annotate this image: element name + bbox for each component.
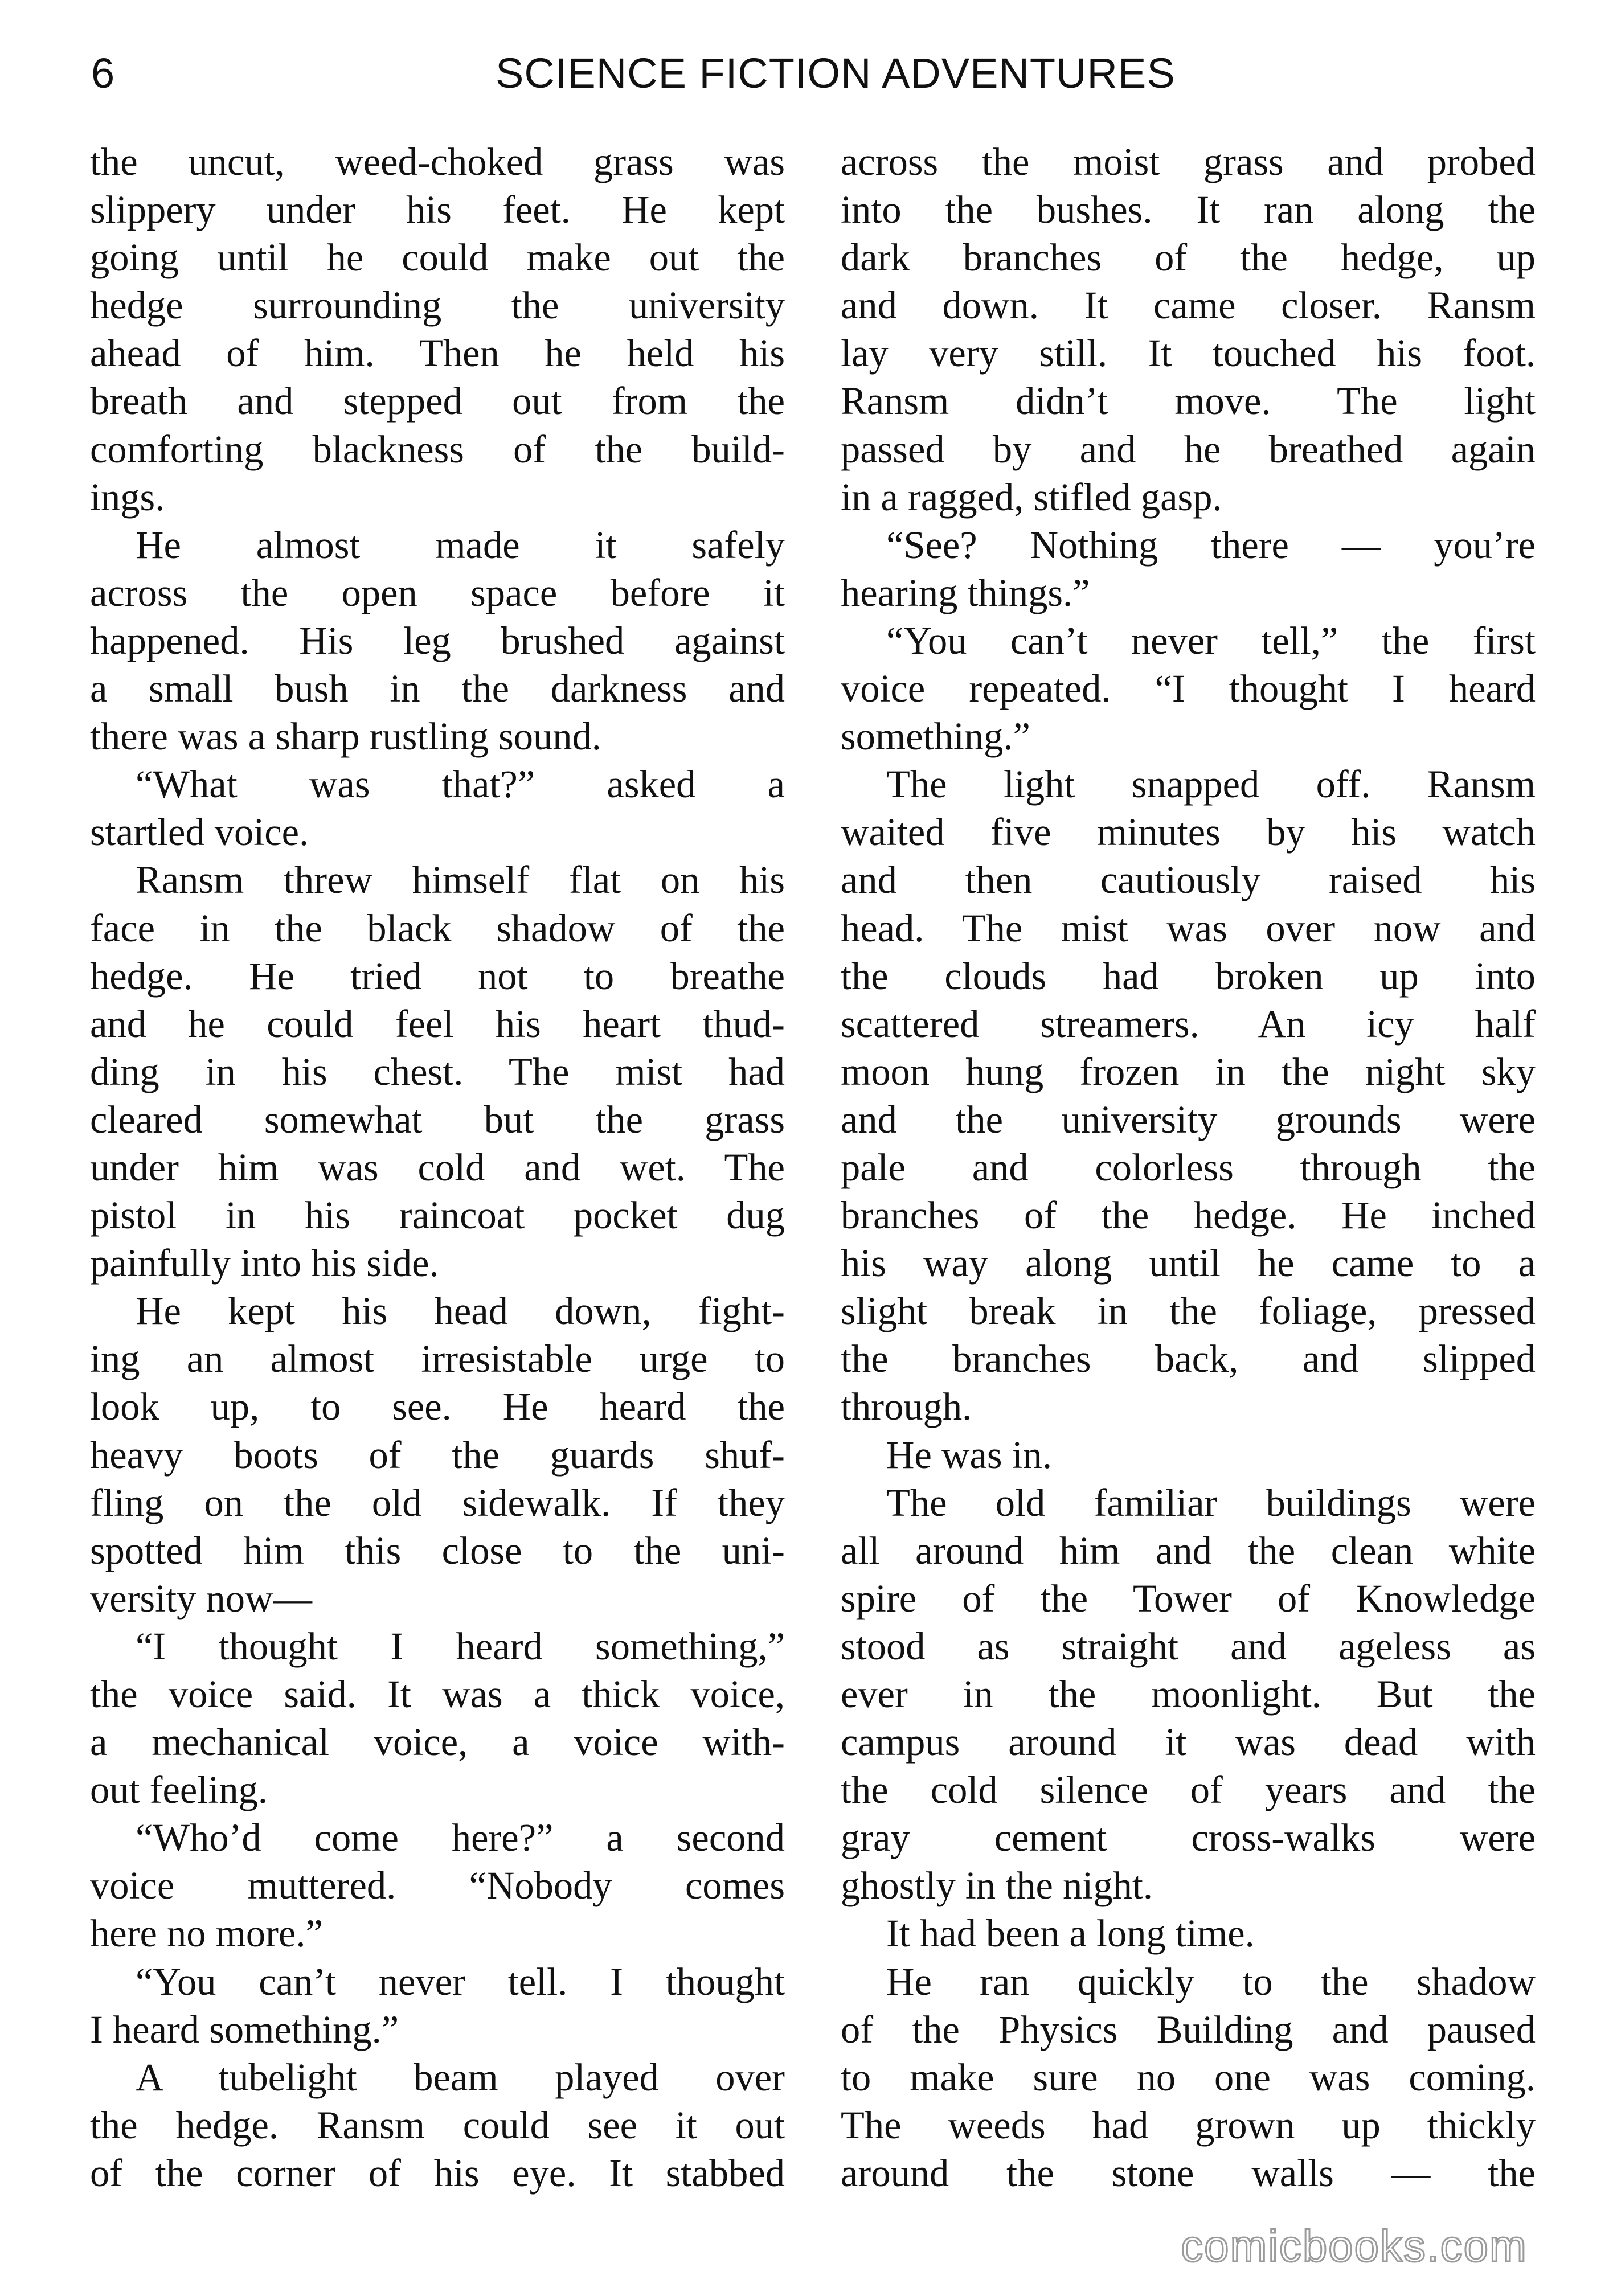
text-line: of the corner of his eye. It stabbed bbox=[90, 2151, 785, 2195]
text-line: the branches back, and slipped bbox=[841, 1337, 1536, 1381]
text-line: moon hung frozen in the night sky bbox=[841, 1049, 1536, 1093]
text-line: hearing things.” bbox=[841, 571, 1090, 614]
text-line: waited five minutes by his watch bbox=[841, 810, 1536, 854]
text-line: fling on the old sidewalk. If they bbox=[90, 1481, 785, 1524]
text-line: dark branches of the hedge, up bbox=[841, 236, 1536, 280]
text-line: the cold silence of years and the bbox=[841, 1768, 1536, 1812]
text-line: A tubelight beam played over bbox=[136, 2055, 785, 2099]
text-line: into the bushes. It ran along the bbox=[841, 188, 1536, 232]
text-line: the uncut, weed-choked grass was bbox=[90, 140, 785, 183]
text-line: passed by and he breathed again bbox=[841, 427, 1536, 471]
text-line: head. The mist was over now and bbox=[841, 906, 1536, 950]
text-line: a small bush in the darkness and bbox=[90, 667, 785, 711]
text-line: of the Physics Building and paused bbox=[841, 2007, 1536, 2051]
text-line: He almost made it safely bbox=[136, 523, 785, 567]
text-line: “Who’d come here?” a second bbox=[136, 1816, 785, 1860]
text-line: ding in his chest. The mist had bbox=[90, 1049, 785, 1093]
text-line: there was a sharp rustling sound. bbox=[90, 715, 601, 758]
running-title: SCIENCE FICTION ADVENTURES bbox=[496, 50, 1176, 97]
text-line: hedge surrounding the university bbox=[90, 284, 785, 327]
text-line: spire of the Tower of Knowledge bbox=[841, 1576, 1536, 1620]
text-line: pale and colorless through the bbox=[841, 1145, 1536, 1189]
text-line: and the university grounds were bbox=[841, 1097, 1536, 1141]
text-line: gray cement cross-walks were bbox=[841, 1816, 1536, 1860]
text-line: heavy boots of the guards shuf- bbox=[90, 1433, 785, 1477]
text-column-right bbox=[841, 138, 1536, 2197]
text-line: something.” bbox=[841, 715, 1030, 758]
text-line: cleared somewhat but the grass bbox=[90, 1097, 785, 1141]
text-line: “I thought I heard something,” bbox=[136, 1624, 785, 1668]
text-line: stood as straight and ageless as bbox=[841, 1624, 1536, 1668]
text-line: voice repeated. “I thought I heard bbox=[841, 667, 1536, 711]
text-line: pistol in his raincoat pocket dug bbox=[90, 1194, 785, 1237]
text-line: Ransm didn’t move. The light bbox=[841, 379, 1536, 423]
text-line: painfully into his side. bbox=[90, 1241, 439, 1285]
text-line: across the open space before it bbox=[90, 571, 785, 614]
text-line: slight break in the foliage, pressed bbox=[841, 1289, 1536, 1333]
text-line: breath and stepped out from the bbox=[90, 379, 785, 423]
text-line: the voice said. It was a thick voice, bbox=[90, 1672, 785, 1716]
text-line: He kept his head down, fight- bbox=[136, 1289, 785, 1333]
text-line: ahead of him. Then he held his bbox=[90, 331, 785, 375]
text-line: in a ragged, stifled gasp. bbox=[841, 475, 1222, 519]
text-line: branches of the hedge. He inched bbox=[841, 1194, 1536, 1237]
text-line: ever in the moonlight. But the bbox=[841, 1672, 1536, 1716]
text-line: face in the black shadow of the bbox=[90, 906, 785, 950]
text-line: lay very still. It touched his foot. bbox=[841, 331, 1536, 375]
text-line: “See? Nothing there — you’re bbox=[886, 523, 1536, 567]
text-line: scattered streamers. An icy half bbox=[841, 1002, 1536, 1046]
text-line: hedge. He tried not to breathe bbox=[90, 954, 785, 998]
text-line: the hedge. Ransm could see it out bbox=[90, 2103, 785, 2147]
text-line: “You can’t never tell. I thought bbox=[136, 1959, 785, 2003]
text-line: the clouds had broken up into bbox=[841, 954, 1536, 998]
text-line: He ran quickly to the shadow bbox=[886, 1959, 1536, 2003]
text-column-left bbox=[90, 138, 785, 2197]
text-line: happened. His leg brushed against bbox=[90, 618, 785, 662]
text-line: The light snapped off. Ransm bbox=[886, 762, 1536, 806]
page-number: 6 bbox=[91, 50, 115, 97]
text-line: ing an almost irresistable urge to bbox=[90, 1337, 785, 1381]
text-line: It had been a long time. bbox=[886, 1912, 1255, 1955]
text-line: under him was cold and wet. The bbox=[90, 1145, 785, 1189]
text-line: all around him and the clean white bbox=[841, 1528, 1536, 1572]
text-line: and he could feel his heart thud- bbox=[90, 1002, 785, 1046]
text-line: Ransm threw himself flat on his bbox=[136, 858, 785, 902]
text-line: here no more.” bbox=[90, 1912, 323, 1955]
text-line: campus around it was dead with bbox=[841, 1720, 1536, 1764]
text-line: and then cautiously raised his bbox=[841, 858, 1536, 902]
text-line: look up, to see. He heard the bbox=[90, 1385, 785, 1429]
text-line: “You can’t never tell,” the first bbox=[886, 618, 1536, 662]
text-line: a mechanical voice, a voice with- bbox=[90, 1720, 785, 1764]
text-line: across the moist grass and probed bbox=[841, 140, 1536, 183]
text-line: spotted him this close to the uni- bbox=[90, 1528, 785, 1572]
text-line: The weeds had grown up thickly bbox=[841, 2103, 1536, 2147]
text-line: I heard something.” bbox=[90, 2007, 399, 2051]
watermark: comicbooks.com bbox=[1181, 2221, 1528, 2271]
text-line: comforting blackness of the build- bbox=[90, 427, 785, 471]
text-line: around the stone walls — the bbox=[841, 2151, 1536, 2195]
text-line: to make sure no one was coming. bbox=[841, 2055, 1536, 2099]
text-line: versity now— bbox=[90, 1576, 313, 1620]
text-line: out feeling. bbox=[90, 1768, 268, 1812]
text-line: ings. bbox=[90, 475, 165, 519]
text-line: going until he could make out the bbox=[90, 236, 785, 280]
text-line: through. bbox=[841, 1385, 972, 1429]
text-line: voice muttered. “Nobody comes bbox=[90, 1864, 785, 1908]
text-line: The old familiar buildings were bbox=[886, 1481, 1536, 1524]
text-line: ghostly in the night. bbox=[841, 1864, 1153, 1908]
text-line: his way along until he came to a bbox=[841, 1241, 1536, 1285]
text-line: and down. It came closer. Ransm bbox=[841, 284, 1536, 327]
text-line: He was in. bbox=[886, 1433, 1053, 1477]
text-line: startled voice. bbox=[90, 810, 309, 854]
text-line: “What was that?” asked a bbox=[136, 762, 785, 806]
text-line: slippery under his feet. He kept bbox=[90, 188, 785, 232]
